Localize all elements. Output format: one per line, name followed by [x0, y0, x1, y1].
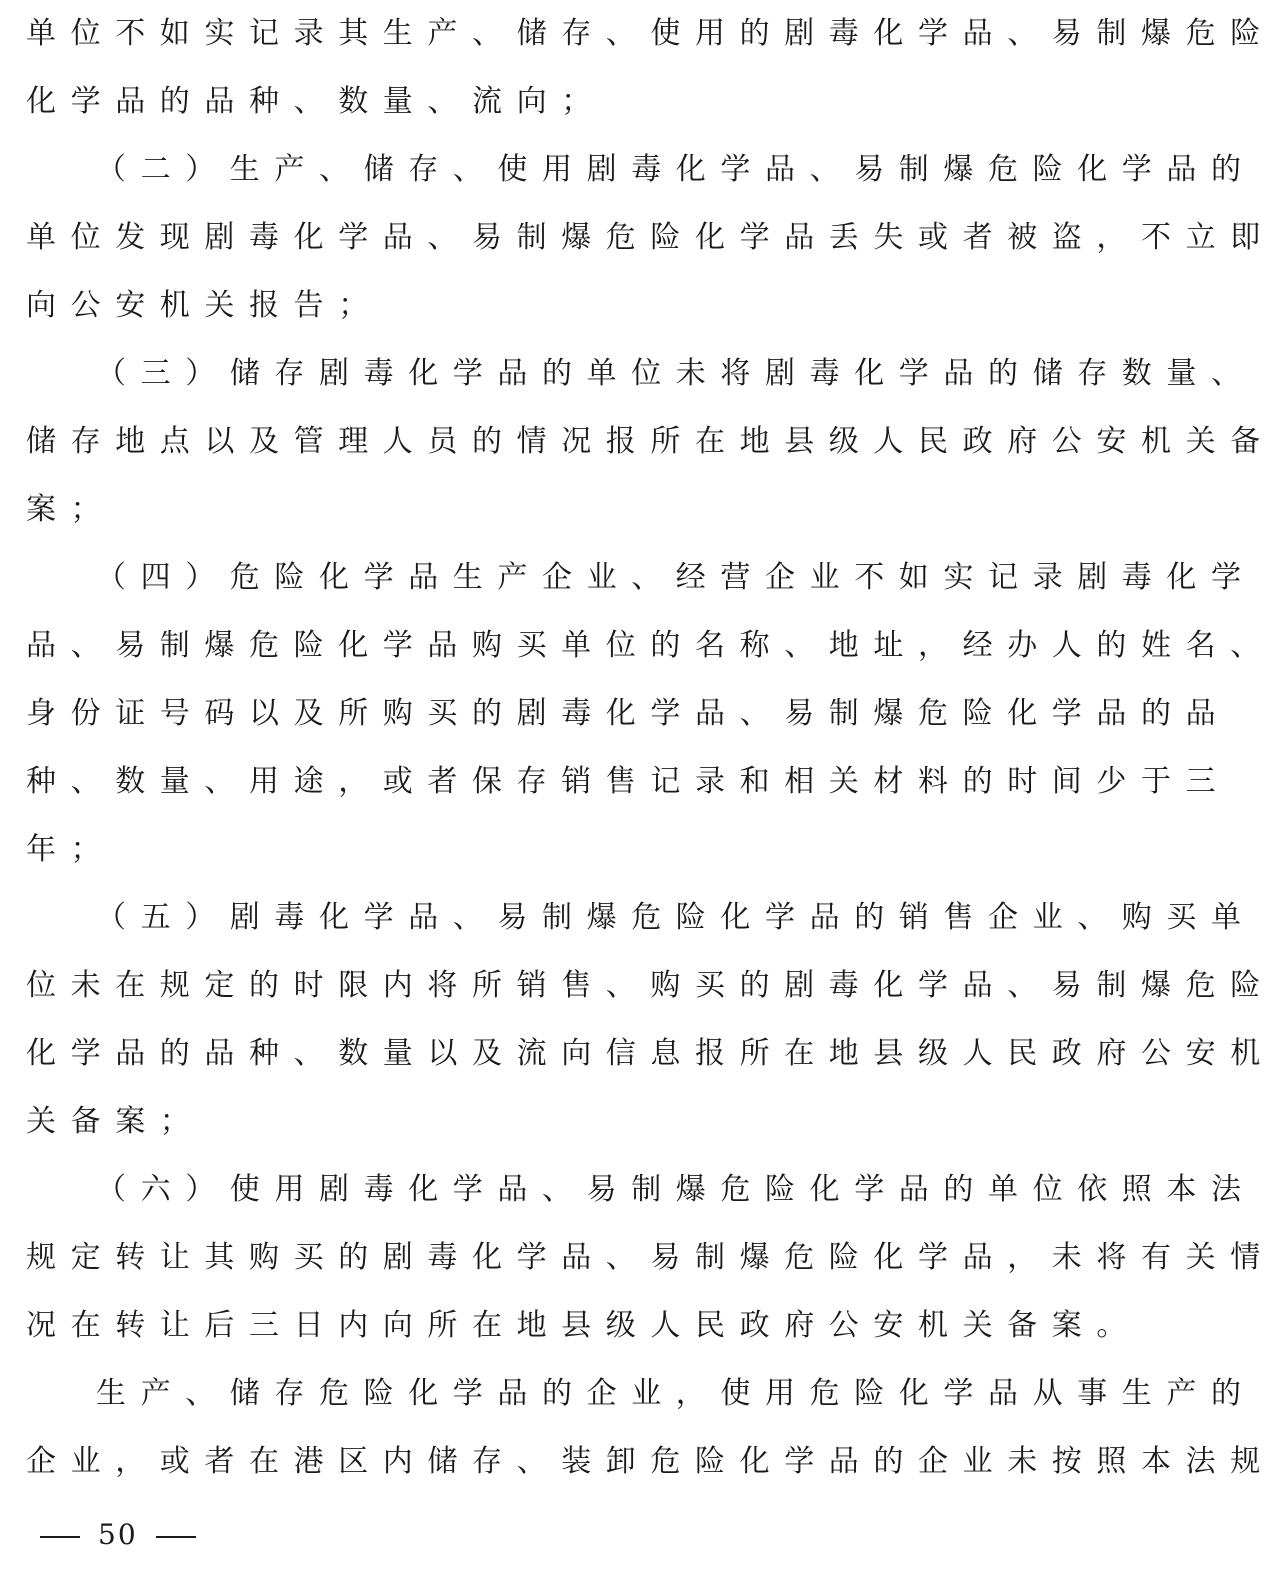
text-line: 种、数量、用途，或者保存销售记录和相关材料的时间少于三 — [26, 764, 1231, 799]
text-line: 况在转让后三日内向所在地县级人民政府公安机关备案。 — [26, 1308, 1141, 1343]
text-line: 品、易制爆危险化学品购买单位的名称、地址，经办人的姓名、 — [26, 628, 1275, 663]
text-line: 单位发现剧毒化学品、易制爆危险化学品丢失或者被盗，不立即 — [26, 220, 1275, 255]
text-line: 关备案； — [26, 1104, 205, 1139]
text-line: 生产、储存危险化学品的企业，使用危险化学品从事生产的 — [96, 1376, 1256, 1411]
footer-dash-right — [156, 1536, 196, 1538]
text-line: （六）使用剧毒化学品、易制爆危险化学品的单位依照本法 — [96, 1172, 1256, 1207]
text-line: 化学品的品种、数量以及流向信息报所在地县级人民政府公安机 — [26, 1036, 1275, 1071]
text-line: 储存地点以及管理人员的情况报所在地县级人民政府公安机关备 — [26, 424, 1275, 459]
text-line: （二）生产、储存、使用剧毒化学品、易制爆危险化学品的 — [96, 152, 1256, 187]
text-line: 案； — [26, 492, 116, 527]
text-line: 身份证号码以及所购买的剧毒化学品、易制爆危险化学品的品 — [26, 696, 1231, 731]
text-line: 化学品的品种、数量、流向； — [26, 84, 606, 119]
text-line: 位未在规定的时限内将所销售、购买的剧毒化学品、易制爆危险 — [26, 968, 1275, 1003]
page-footer — [40, 1510, 196, 1560]
text-line: （五）剧毒化学品、易制爆危险化学品的销售企业、购买单 — [96, 900, 1256, 935]
page-number: 50 — [98, 1518, 138, 1551]
text-line: （三）储存剧毒化学品的单位未将剧毒化学品的储存数量、 — [96, 356, 1256, 391]
text-line: 规定转让其购买的剧毒化学品、易制爆危险化学品，未将有关情 — [26, 1240, 1275, 1275]
text-line: 年； — [26, 832, 116, 867]
text-line: （四）危险化学品生产企业、经营企业不如实记录剧毒化学 — [96, 560, 1256, 595]
document-body — [26, 0, 1275, 1496]
text-line: 向公安机关报告； — [26, 288, 383, 323]
text-line: 单位不如实记录其生产、储存、使用的剧毒化学品、易制爆危险 — [26, 16, 1275, 51]
footer-dash-left — [40, 1536, 80, 1538]
text-line: 企业，或者在港区内储存、装卸危险化学品的企业未按照本法规 — [26, 1444, 1275, 1479]
